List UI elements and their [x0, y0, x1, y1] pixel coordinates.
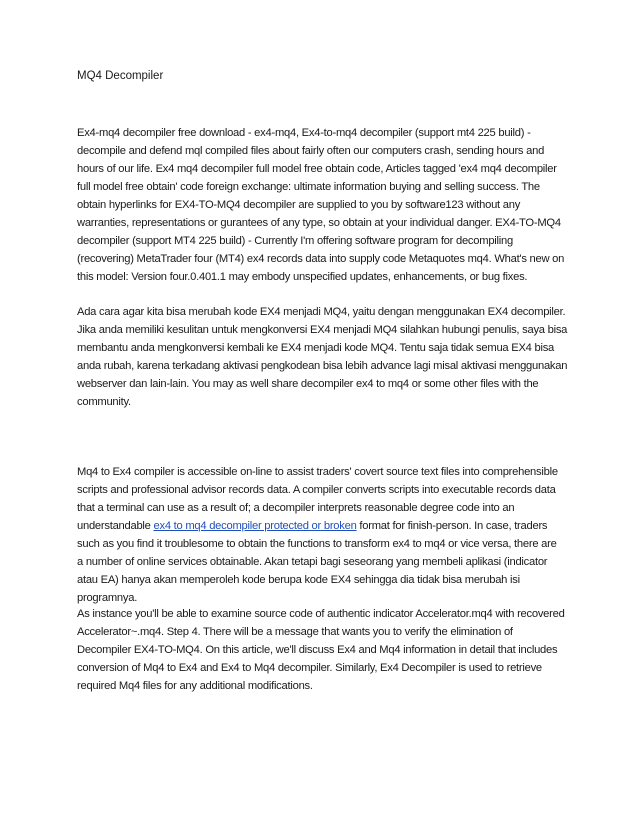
paragraph-mq4-to-ex4-compiler [77, 463, 567, 607]
text-line: community. [77, 396, 131, 408]
text-line: Accelerator~.mq4. Step 4. There will be a message that wants you to verify the elimination of [77, 626, 513, 638]
text-segment: understandable [77, 520, 154, 532]
text-line: decompiler (support MT4 225 build) - Currently I'm offering software program for decompiling [77, 235, 513, 247]
text-line: Decompiler EX4-TO-MQ4. On this article, we'll discuss Ex4 and Mq4 information in detail that includes [77, 644, 558, 656]
text-line: warranties, representations or gurantees of any type, so obtain at your individual danger. EX4-TO-MQ4 [77, 217, 561, 229]
text-line: that a terminal can use as a result of; a decompiler interprets reasonable degree code into an [77, 502, 515, 514]
paragraph-ex4-decompiler-download [77, 124, 567, 286]
text-line: (recovering) MetaTrader four (MT4) ex4 records data into supply code Metaquotes mq4. What's new on [77, 253, 565, 265]
text-line: hours of our life. Ex4 mq4 decompiler full model free obtain code, Articles tagged 'ex4 mq4 decompiler [77, 163, 557, 175]
document-title: MQ4 Decompiler [77, 70, 164, 82]
text-line: conversion of Mq4 to Ex4 and Ex4 to Mq4 decompiler. Similarly, Ex4 Decompiler is used to retrieve [77, 662, 542, 674]
text-line: obtain hyperlinks for EX4-TO-MQ4 decompiler are supplied to you by software123 without any [77, 199, 521, 211]
text-line: Ex4-mq4 decompiler free download - ex4-mq4, Ex4-to-mq4 decompiler (support mt4 225 build) - [77, 127, 531, 139]
text-line: a number of online services obtainable. Akan tetapi bagi seseorang yang membeli aplikasi (indicator [77, 556, 548, 568]
text-line: this model: Version four.0.401.1 may embody unspecified updates, enhancements, or bug fixes. [77, 271, 528, 283]
text-line: atau EA) hanya akan memperoleh kode berupa kode EX4 sehingga dia tidak bisa merubah isi [77, 574, 520, 586]
text-line: Mq4 to Ex4 compiler is accessible on-line to assist traders' covert source text files into comprehensible [77, 466, 558, 478]
paragraph-ada-cara [77, 303, 567, 411]
text-line: scripts and professional advisor records data. A compiler converts scripts into executable records data [77, 484, 556, 496]
text-line: As instance you'll be able to examine source code of authentic indicator Accelerator.mq4 with recovered [77, 608, 565, 620]
text-line: webserver dan lain-lain. You may as well share decompiler ex4 to mq4 or some other files with the [77, 378, 539, 390]
text-line: programnya. [77, 592, 138, 604]
paragraph-accelerator-example [77, 605, 567, 695]
text-line: required Mq4 files for any additional modifications. [77, 680, 313, 692]
text-segment: format for finish-person. In case, traders [356, 520, 548, 532]
text-line: full model free obtain' code foreign exchange: ultimate information buying and selling success. The [77, 181, 540, 193]
text-line: anda rubah, karena terkadang aktivasi pengkodean bisa lebih advance lagi misal aktivasi menggunakan [77, 360, 568, 372]
text-line: Ada cara agar kita bisa merubah kode EX4 menjadi MQ4, yaitu dengan menggunakan EX4 decompiler. [77, 306, 566, 318]
text-line: such as you find it troublesome to obtain the functions to transform ex4 to mq4 or vice versa, there are [77, 538, 557, 550]
text-line: decompile and defend mql compiled files about fairly often our computers crash, sending hours and [77, 145, 545, 157]
text-line: Jika anda memiliki kesulitan untuk mengkonversi EX4 menjadi MQ4 silahkan hubungi penulis, saya bisa [77, 324, 568, 336]
text-line: membantu anda mengkonversi kembali ke EX4 menjadi kode MQ4. Tentu saja tidak semua EX4 bisa [77, 342, 555, 354]
text-line-with-link [77, 517, 567, 535]
decompiler-article-link[interactable]: ex4 to mq4 decompiler protected or broken [153, 520, 357, 532]
